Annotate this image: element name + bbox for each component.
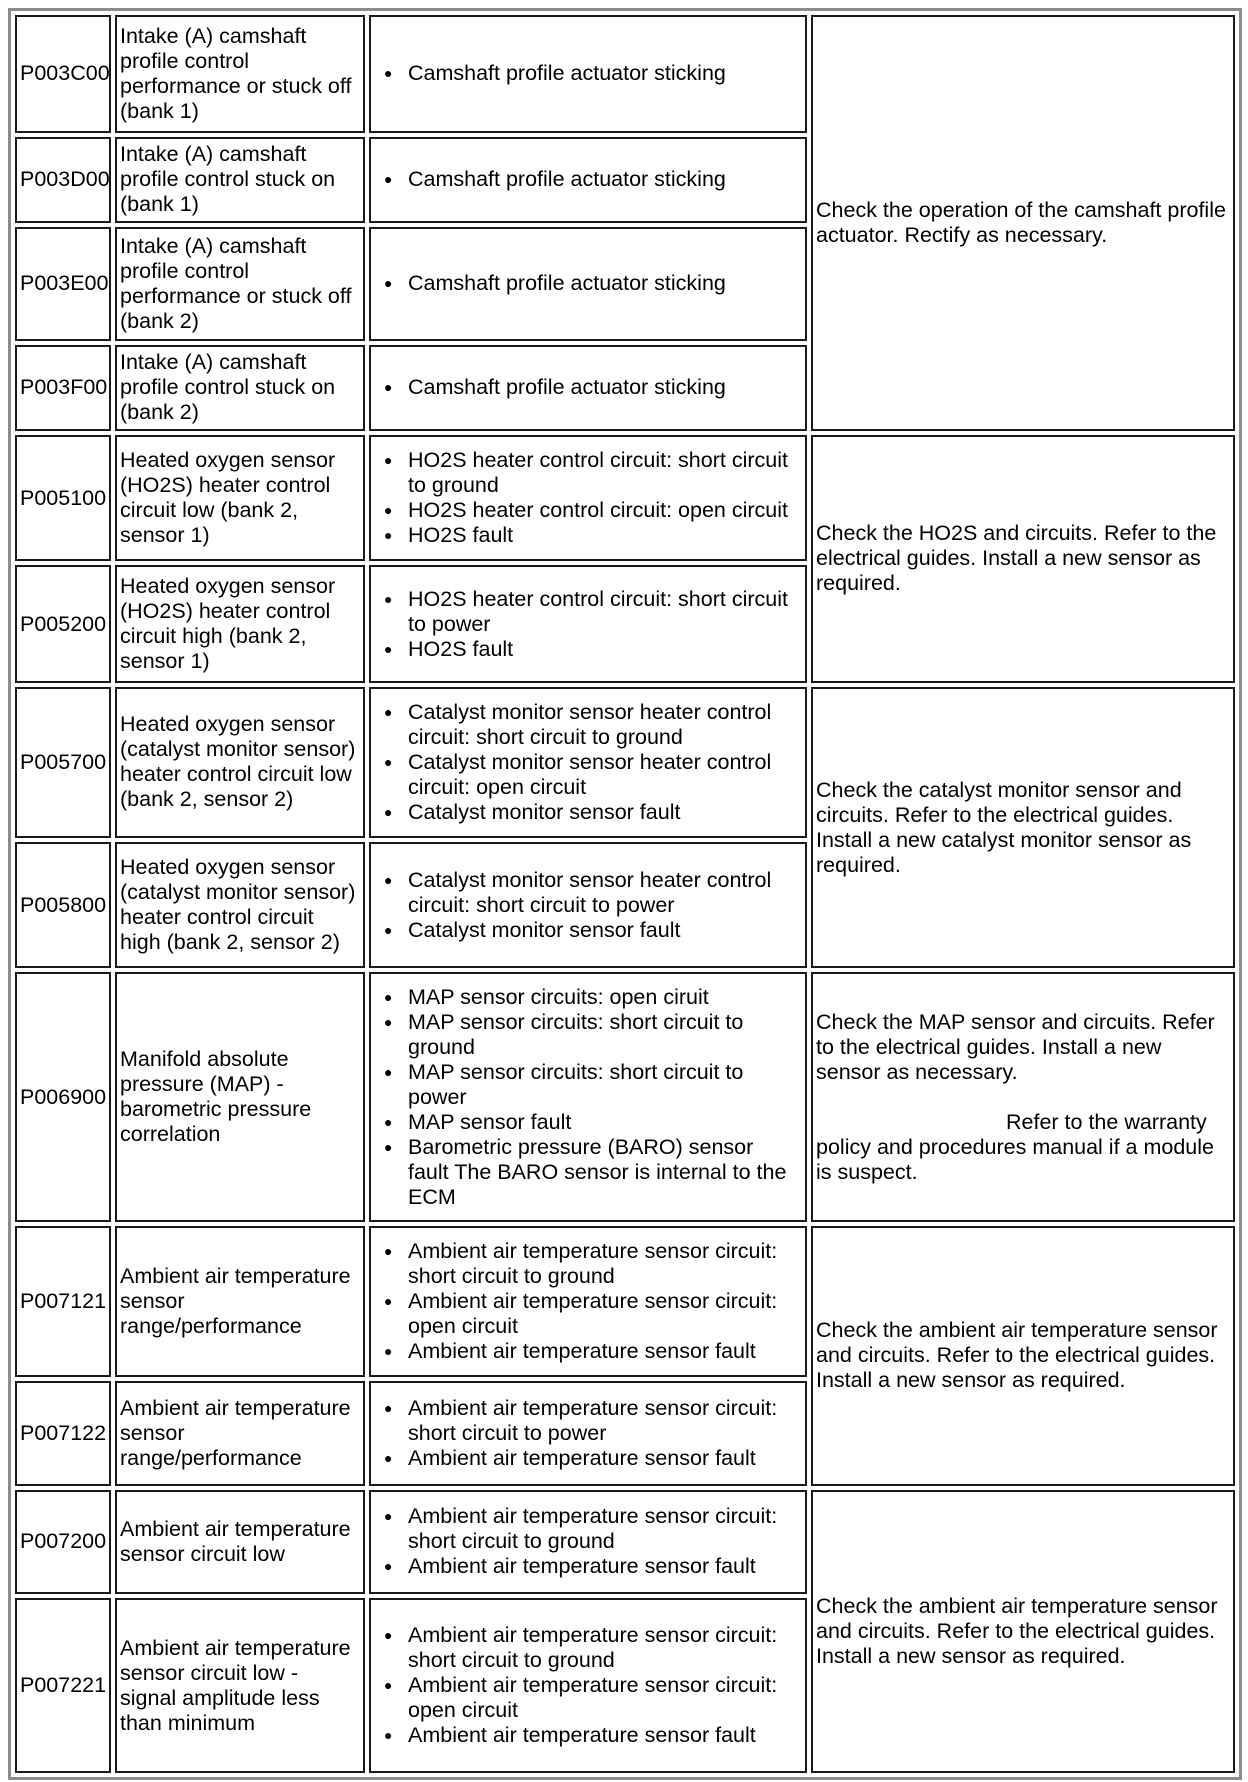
dtc-code: P005200 bbox=[15, 565, 111, 683]
dtc-code: P005800 bbox=[15, 842, 111, 969]
dtc-description: Intake (A) camshaft profile control performance or stuck off (bank 2) bbox=[115, 227, 365, 340]
dtc-description: Heated oxygen sensor (HO2S) heater control circuit high (bank 2, sensor 1) bbox=[115, 565, 365, 683]
possible-causes bbox=[369, 1490, 807, 1595]
table-row bbox=[15, 1226, 1235, 1377]
dtc-description: Ambient air temperature sensor circuit low - signal amplitude less than minimum bbox=[115, 1598, 365, 1773]
action-text: Check the ambient air temperature sensor and circuits. Refer to the electrical guides. Install a new sensor as required. bbox=[816, 1593, 1218, 1668]
possible-causes bbox=[369, 1598, 807, 1773]
cause-item: ● Ambient air temperature sensor fault bbox=[408, 1446, 798, 1471]
action-cell bbox=[811, 687, 1235, 968]
action-cell bbox=[811, 1226, 1235, 1485]
dtc-code: P005700 bbox=[15, 687, 111, 838]
cause-item: ● Catalyst monitor sensor heater control circuit: short circuit to ground bbox=[408, 700, 798, 750]
action-cell bbox=[811, 15, 1235, 431]
table-row bbox=[15, 972, 1235, 1222]
dtc-code: P006900 bbox=[15, 972, 111, 1222]
dtc-description: Intake (A) camshaft profile control performance or stuck off (bank 1) bbox=[115, 15, 365, 133]
action-cell bbox=[811, 435, 1235, 683]
dtc-code: P007200 bbox=[15, 1490, 111, 1595]
possible-causes bbox=[369, 1381, 807, 1486]
cause-item: ● MAP sensor circuits: short circuit to power bbox=[408, 1060, 798, 1110]
action-text: Check the MAP sensor and circuits. Refer to the electrical guides. Install a new sensor as necessary. bbox=[816, 1009, 1215, 1084]
dtc-code: P003F00 bbox=[15, 345, 111, 431]
dtc-code: P003C00 bbox=[15, 15, 111, 133]
dtc-table bbox=[8, 8, 1242, 1780]
dtc-code: P007122 bbox=[15, 1381, 111, 1486]
cause-item: ● HO2S heater control circuit: short circuit to ground bbox=[408, 448, 798, 498]
cause-item: ● Catalyst monitor sensor fault bbox=[408, 918, 798, 943]
table-row bbox=[15, 15, 1235, 133]
dtc-code: P003D00 bbox=[15, 137, 111, 223]
dtc-description: Ambient air temperature sensor range/performance bbox=[115, 1381, 365, 1486]
cause-item: ● HO2S fault bbox=[408, 523, 798, 548]
possible-causes bbox=[369, 435, 807, 562]
action-text: Check the operation of the camshaft profile actuator. Rectify as necessary. bbox=[816, 197, 1226, 247]
cause-item: ● HO2S heater control circuit: open circuit bbox=[408, 498, 798, 523]
cause-item: ● Ambient air temperature sensor circuit: open circuit bbox=[408, 1289, 798, 1339]
cause-item: ● Ambient air temperature sensor fault bbox=[408, 1554, 798, 1579]
cause-item: ● Camshaft profile actuator sticking bbox=[408, 167, 798, 192]
cause-item: ● HO2S heater control circuit: short circuit to power bbox=[408, 587, 798, 637]
cause-item: ● Camshaft profile actuator sticking bbox=[408, 375, 798, 400]
possible-causes bbox=[369, 687, 807, 838]
cause-item: ● MAP sensor fault bbox=[408, 1110, 798, 1135]
dtc-description: Ambient air temperature sensor circuit low bbox=[115, 1490, 365, 1595]
action-text: Check the HO2S and circuits. Refer to the electrical guides. Install a new sensor as required. bbox=[816, 521, 1217, 596]
cause-item: ● Ambient air temperature sensor fault bbox=[408, 1723, 798, 1748]
dtc-description: Heated oxygen sensor (HO2S) heater control circuit low (bank 2, sensor 1) bbox=[115, 435, 365, 562]
cause-item: ● Ambient air temperature sensor circuit: short circuit to ground bbox=[408, 1239, 798, 1289]
cause-item: ● Camshaft profile actuator sticking bbox=[408, 271, 798, 296]
dtc-code: P007121 bbox=[15, 1226, 111, 1377]
dtc-description: Heated oxygen sensor (catalyst monitor sensor) heater control circuit high (bank 2, sensor 2) bbox=[115, 842, 365, 969]
dtc-code: P003E00 bbox=[15, 227, 111, 340]
table-row bbox=[15, 435, 1235, 562]
cause-item: ● Ambient air temperature sensor circuit: short circuit to power bbox=[408, 1396, 798, 1446]
cause-item: ● Ambient air temperature sensor circuit: open circuit bbox=[408, 1673, 798, 1723]
cause-item: ● Ambient air temperature sensor circuit: short circuit to ground bbox=[408, 1504, 798, 1554]
dtc-description: Intake (A) camshaft profile control stuck on (bank 2) bbox=[115, 345, 365, 431]
cause-item: ● HO2S fault bbox=[408, 637, 798, 662]
action-text: Check the ambient air temperature sensor and circuits. Refer to the electrical guides. Install a new sensor as required. bbox=[816, 1318, 1218, 1393]
possible-causes bbox=[369, 345, 807, 431]
cause-item: ● Barometric pressure (BARO) sensor fault The BARO sensor is internal to the ECM bbox=[408, 1135, 798, 1210]
possible-causes bbox=[369, 227, 807, 340]
dtc-description: Intake (A) camshaft profile control stuck on (bank 1) bbox=[115, 137, 365, 223]
action-text: Check the catalyst monitor sensor and circuits. Refer to the electrical guides. Install a new catalyst monitor sensor as required. bbox=[816, 777, 1192, 877]
warranty-note: Refer to the warranty policy and procedures manual if a module is suspect. bbox=[816, 1109, 1214, 1184]
table-row bbox=[15, 1490, 1235, 1595]
possible-causes bbox=[369, 1226, 807, 1377]
dtc-code: P007221 bbox=[15, 1598, 111, 1773]
possible-causes bbox=[369, 137, 807, 223]
cause-item: ● Catalyst monitor sensor fault bbox=[408, 800, 798, 825]
action-cell bbox=[811, 972, 1235, 1222]
cause-item: ● Catalyst monitor sensor heater control circuit: open circuit bbox=[408, 750, 798, 800]
possible-causes bbox=[369, 972, 807, 1222]
dtc-description: Manifold absolute pressure (MAP) - barometric pressure correlation bbox=[115, 972, 365, 1222]
dtc-description: Heated oxygen sensor (catalyst monitor sensor) heater control circuit low (bank 2, sensor 2) bbox=[115, 687, 365, 838]
table-row bbox=[15, 687, 1235, 838]
possible-causes bbox=[369, 565, 807, 683]
cause-item: ● Ambient air temperature sensor circuit: short circuit to ground bbox=[408, 1623, 798, 1673]
possible-causes bbox=[369, 842, 807, 969]
possible-causes bbox=[369, 15, 807, 133]
action-cell bbox=[811, 1490, 1235, 1773]
cause-item: ● Ambient air temperature sensor fault bbox=[408, 1339, 798, 1364]
cause-item: ● MAP sensor circuits: open ciruit bbox=[408, 985, 798, 1010]
dtc-code: P005100 bbox=[15, 435, 111, 562]
cause-item: ● Camshaft profile actuator sticking bbox=[408, 61, 798, 86]
cause-item: ● MAP sensor circuits: short circuit to ground bbox=[408, 1010, 798, 1060]
cause-item: ● Catalyst monitor sensor heater control circuit: short circuit to power bbox=[408, 868, 798, 918]
dtc-description: Ambient air temperature sensor range/performance bbox=[115, 1226, 365, 1377]
